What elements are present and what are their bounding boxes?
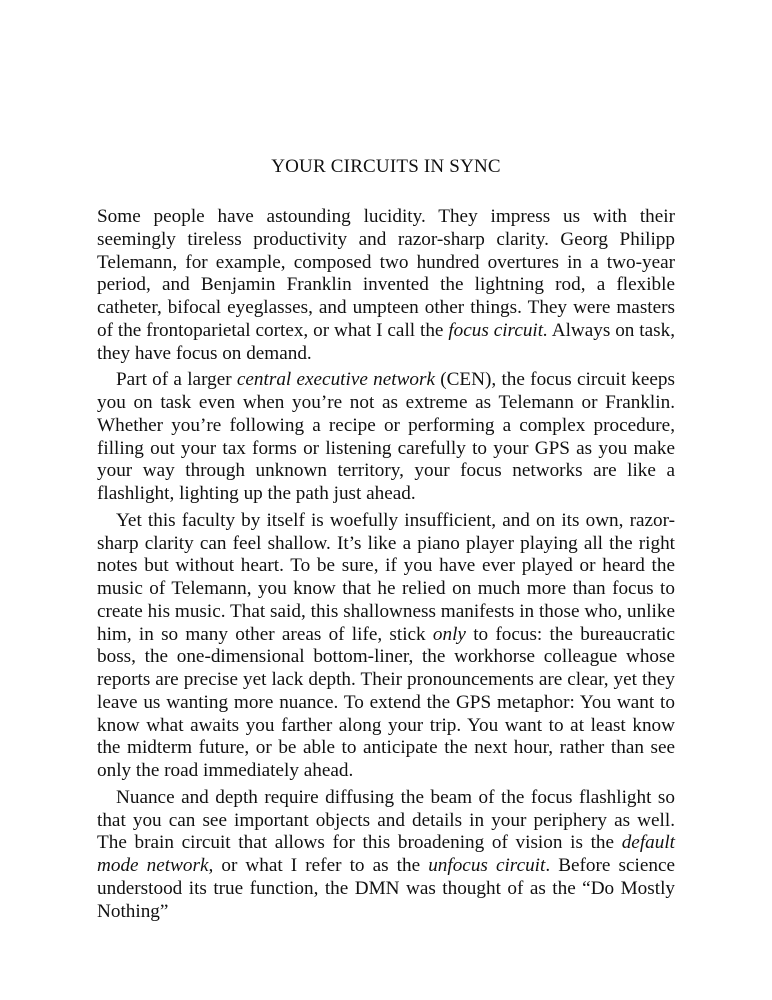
emphasis-default-mode-network: default mode network, xyxy=(97,832,675,876)
paragraph-2 xyxy=(97,369,675,506)
emphasis-only: only xyxy=(432,623,466,645)
paragraph-4-text-middle: or what I refer to as the xyxy=(213,855,429,876)
paragraph-4 xyxy=(97,787,675,924)
emphasis-focus-circuit: focus circuit. xyxy=(448,319,548,341)
paragraph-3-text: Yet this faculty by itself is woefully insufficient, and on its own, razor-sharp clarity can feel shallow. It’s like a piano player playing all the right notes but without heart. To be sure, if you have ever played or heard the music of Telemann, you know that he relied on much more than focus to create his music. That said, this shallowness manifests in those who, unlike him, in so many other areas of life, stick xyxy=(97,509,675,645)
emphasis-central-executive-network: central executive network xyxy=(236,369,435,391)
paragraph-2-text: Part of a larger xyxy=(116,369,237,391)
paragraph-4-text-end: . Before science understood its true function, the DMN was thought of as the “Do Mostly Nothing” xyxy=(97,855,675,922)
paragraph-3 xyxy=(97,510,675,783)
paragraph-3-text-end: to focus: the bureaucratic boss, the one-dimensional bottom-liner, the workhorse colleague whose reports are precise yet lack depth. Their pronouncements are clear, yet they leave us wanting more nuance. To extend the GPS metaphor: You want to know what awaits you farther along your trip. You want to at least know the midterm future, or be able to anticipate the next hour, rather than see only the road immediately ahead. xyxy=(97,623,675,781)
paragraph-1-text: Some people have astounding lucidity. They impress us with their seemingly tireless productivity and razor-sharp clarity. Georg Philipp Telemann, for example, composed two hundred overtures in a two-year period, and Benjamin Franklin invented the lightning rod, a flexible catheter, bifocal eyeglasses, and umpteen other things. They were masters of the frontoparietal cortex, or what I call the xyxy=(97,206,675,341)
chapter-title: YOUR CIRCUITS IN SYNC xyxy=(271,156,501,177)
body-text xyxy=(97,206,675,923)
paragraph-2-text-end: (CEN), the focus circuit keeps you on task even when you’re not as extreme as Telemann or Franklin. Whether you’re following a recipe or performing a complex procedure, filling out your tax forms or listening carefully to your GPS as you make your way through unknown territory, your focus networks are like a flashlight, lighting up the path just ahead. xyxy=(97,369,675,504)
paragraph-1-text-end: Always on task, they have focus on demand. xyxy=(97,319,675,364)
paragraph-1 xyxy=(97,206,675,365)
paragraph-4-text: Nuance and depth require diffusing the beam of the focus flashlight so that you can see important objects and details in your periphery as well. The brain circuit that allows for this broadening of vision is the xyxy=(97,786,675,854)
emphasis-unfocus-circuit: unfocus circuit xyxy=(428,855,546,876)
